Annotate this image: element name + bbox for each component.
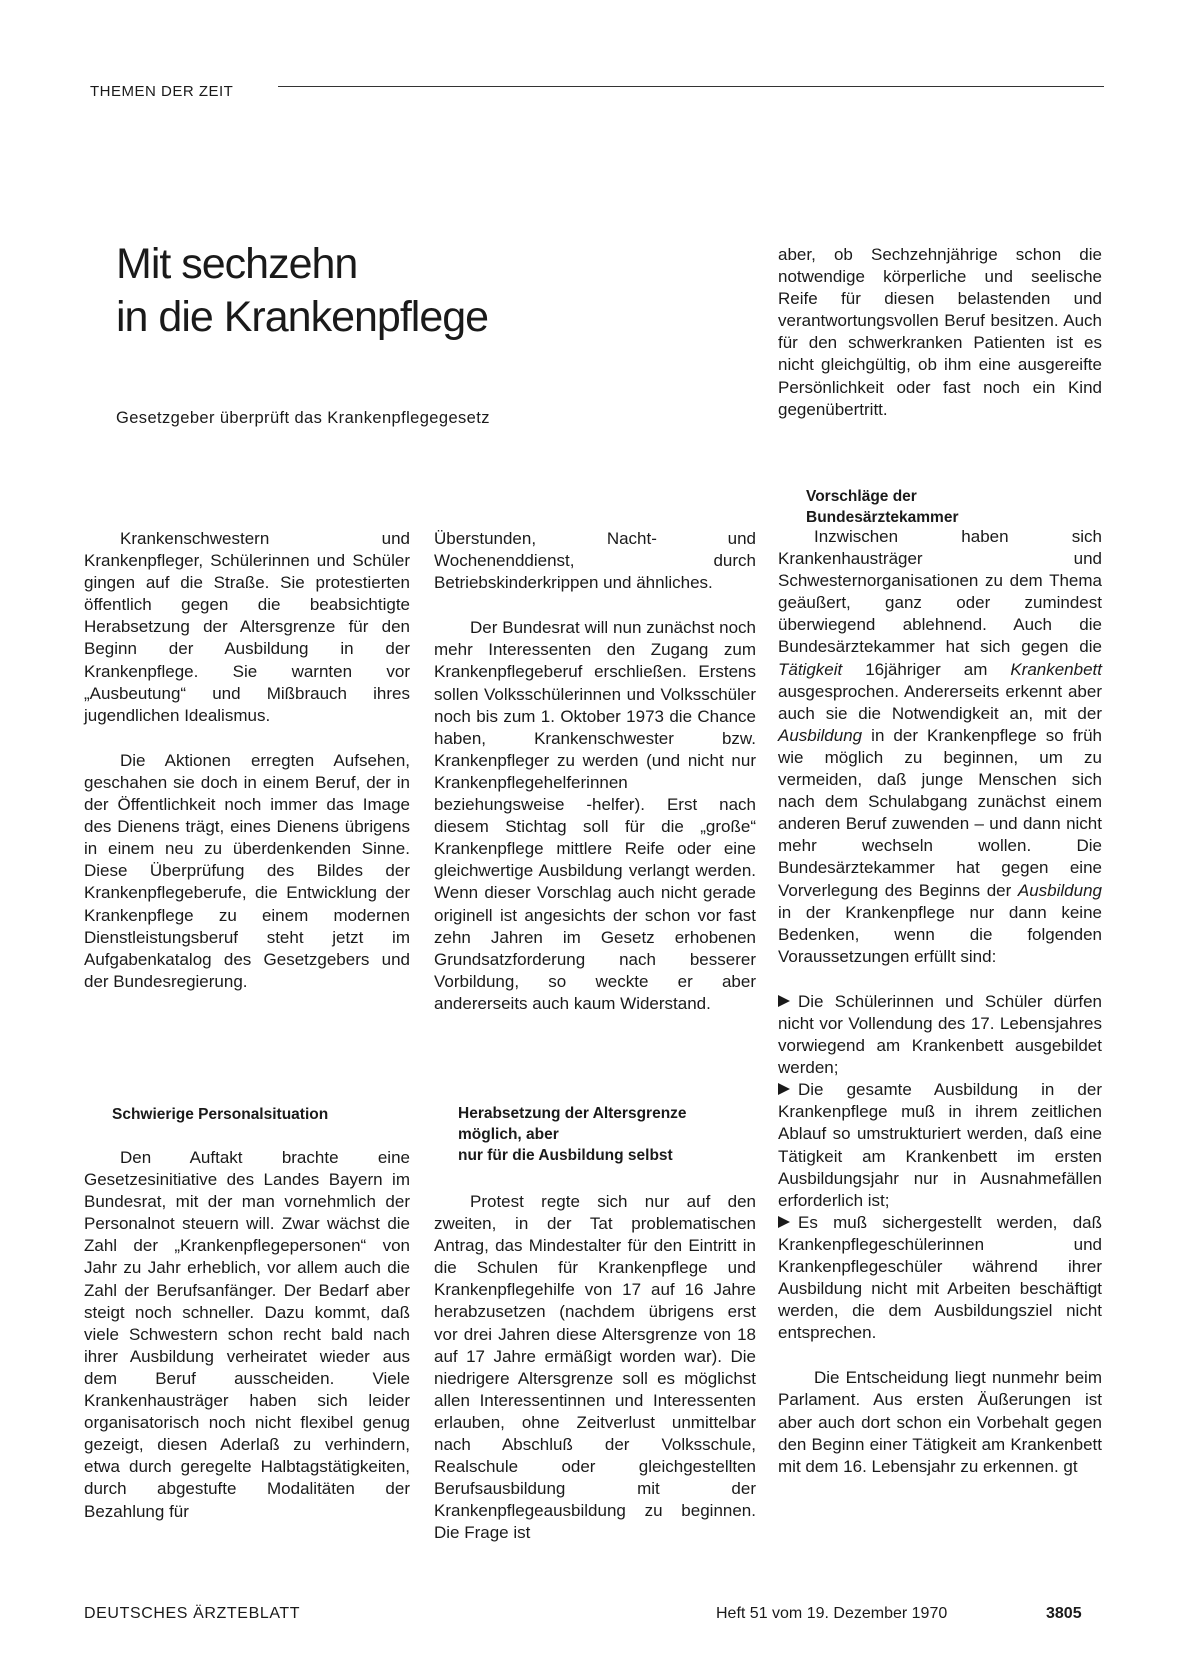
col2-heading-line-3: nur für die Ausbildung selbst xyxy=(458,1147,673,1164)
col3-bullet-2-text: Die gesamte Ausbildung in der Krankenpflege muß in ihrem zeitlichen Ablauf so umstrukturiert werden, daß eine Tätigkeit am Krankenbett im ersten Ausbildungsjahr nur in Ausnahmefällen erforderlich ist; xyxy=(778,1080,1102,1210)
header-rule xyxy=(278,86,1104,87)
col3-p1-text-b: 16jähriger am xyxy=(842,659,1011,679)
column-2 xyxy=(434,528,756,1015)
footer-issue: Heft 51 vom 19. Dezember 1970 xyxy=(716,1605,948,1622)
col2-paragraph-3: Protest regte sich nur auf den zweiten, in der Tat problematischen Antrag, das Mindestalter für den Eintritt in die Schulen für Krankenpflege und Krankenpflegehilfe von 17 auf 16 Jahre herabzusetzen (nachdem übrigens erst vor drei Jahren diese Altersgrenze von 18 auf 17 Jahre ermäßigt worden war). Die niedrigere Altersgrenze soll es möglichst allen Interessentinnen und Interessenten erlauben, ohne Zeitverlust unmittelbar nach Abschluß der Volksschule, Realschule oder gleichgestellten Berufsausbildung mit der Krankenpflegeausbildung zu beginnen. Die Frage ist xyxy=(434,1192,756,1543)
col1-paragraph-1: Krankenschwestern und Krankenpfleger, Schülerinnen und Schüler gingen auf die Straße. Sie protestierten öffentlich gegen die beabsichtigte Herabsetzung der Altersgrenze für den Beginn der Ausbildung in der Krankenpflege. Sie warnten vor „Ausbeutung“ und Mißbrauch ihres jugendlichen Idealismus. xyxy=(84,529,410,725)
col3-paragraph-1 xyxy=(778,526,1102,968)
col2-heading xyxy=(458,1103,687,1166)
col3-p1-text-d: in der Krankenpflege so früh wie möglich zu beginnen, um zu vermeiden, daß junge Menschen sich nach dem Schulabgang zunächst einem anderen Beruf zuwenden – und dann nicht mehr wechseln wollen. Die Bundesärztekammer hat gegen eine Vorverlegung des Beginns der xyxy=(778,725,1102,900)
col3-bullet-1 xyxy=(778,991,1102,1079)
col3-heading-line-2: Bundesärztekammer xyxy=(806,509,959,526)
triangle-bullet-icon xyxy=(778,1083,790,1095)
col2-paragraph-2: Der Bundesrat will nun zunächst noch mehr Interessenten den Zugang zum Krankenpflegeberuf erschließen. Erstens sollen Volksschülerinnen und Volksschüler noch bis zum 1. Oktober 1973 die Chance haben, Krankenschwester bzw. Krankenpfleger zu werden (und nicht nur Krankenpflegehelferinnen beziehungsweise -helfer). Erst nach diesem Stichtag soll für die „große“ Krankenpflege mittlere Reife oder eine gleichwertige Ausbildung verlangt werden. Wenn dieser Vorschlag auch nicht gerade originell ist angesichts der schon vor fast zehn Jahren im Gesetz erhobenen Grundsatzforderung nach besserer Vorbildung, so weckte er aber andererseits auch kaum Widerstand. xyxy=(434,618,756,1013)
article-title xyxy=(116,238,488,344)
col3-heading xyxy=(806,486,958,528)
col2-heading-line-2: möglich, aber xyxy=(458,1126,559,1143)
col3-p1-text-c: ausgesprochen. Andererseits erkennt aber auch sie die Notwendigkeit an, mit der xyxy=(778,681,1102,723)
column-2-lower xyxy=(434,1191,756,1545)
col3-p1-italic-3: Ausbildung xyxy=(778,725,863,745)
triangle-bullet-icon xyxy=(778,1216,790,1228)
col3-p1-text-a: Inzwischen haben sich Krankenhausträger und Schwesternorganisationen zu dem Thema geäußert, ganz oder zumindest überwiegend ablehnend. Auch die Bundesärztekammer hat sich gegen die xyxy=(778,527,1102,657)
col3-bullet-3 xyxy=(778,1212,1102,1345)
col3-p1-italic-2: Krankenbett xyxy=(1010,659,1102,679)
column-3 xyxy=(778,526,1102,1478)
col1-paragraph-3: Den Auftakt brachte eine Gesetzesinitiative des Landes Bayern im Bundesrat, mit der man vornehmlich der Personalnot steuern will. Zwar wächst die Zahl der „Krankenpflegepersonen“ von Jahr zu Jahr erheblich, vor allem auch die Zahl der Berufsanfänger. Der Bedarf aber steigt noch schneller. Dazu kommt, daß viele Schwestern schon recht bald nach ihrer Ausbildung verheiratet wieder aus dem Beruf ausscheiden. Viele Krankenhausträger haben sich leider organisatorisch noch nicht flexibel genug gezeigt, diesen Aderlaß zu verhindern, etwa durch geregelte Halbtagstätigkeiten, durch abgestufte Modalitäten der Bezahlung für xyxy=(84,1148,410,1521)
triangle-bullet-icon xyxy=(778,995,790,1007)
column-1-lower xyxy=(84,1147,410,1523)
col3-p1-italic-1: Tätigkeit xyxy=(778,659,843,679)
col3-p1-italic-4: Ausbildung xyxy=(1017,880,1102,900)
title-line-2: in die Krankenpflege xyxy=(116,293,489,341)
col3-bullet-3-text: Es muß sichergestellt werden, daß Krankenpflegeschülerinnen und Krankenpflegeschüler während ihrer Ausbildung nicht mit Arbeiten beschäftigt werden, die dem Ausbildungsziel nicht entsprechen. xyxy=(778,1212,1102,1343)
column-1 xyxy=(84,528,410,993)
col3-bullet-2 xyxy=(778,1079,1102,1212)
col3-paragraph-top: aber, ob Sechzehnjährige schon die notwendige körperliche und seelische Reife für diesen belastenden und verantwortungsvollen Beruf besitzen. Auch für den schwerkranken Patienten ist es nicht gleichgültig, ob ihm eine ausgereifte Persönlichkeit oder fast noch ein Kind gegenübertritt. xyxy=(778,245,1102,419)
col2-paragraph-1: Überstunden, Nacht- und Wochenenddienst, durch Betriebskinderkrippen und ähnliches. xyxy=(434,529,756,593)
title-line-1: Mit sechzehn xyxy=(116,240,358,288)
col3-heading-line-1: Vorschläge der xyxy=(806,488,917,505)
col2-heading-line-1: Herabsetzung der Altersgrenze xyxy=(458,1105,687,1122)
section-label: THEMEN DER ZEIT xyxy=(90,83,234,100)
footer-journal: DEUTSCHES ÄRZTEBLATT xyxy=(84,1605,301,1622)
col1-paragraph-2: Die Aktionen erregten Aufsehen, geschahen sie doch in einem Beruf, der in der Öffentlichkeit noch immer das Image des Dienens trägt, eines Dienens übrigens in einem neu zu überdenkenden Sinne. Diese Überprüfung des Bildes der Krankenpflegeberufe, die Entwicklung der Krankenpflege zu einem modernen Dienstleistungsberuf steht jetzt im Aufgabenkatalog des Gesetzgebers und der Bundesregierung. xyxy=(84,750,410,991)
column-3-top xyxy=(778,244,1102,421)
col3-bullet-1-text: Die Schülerinnen und Schüler dürfen nicht vor Vollendung des 17. Lebensjahres vorwiegend am Krankenbett ausgebildet werden; xyxy=(778,991,1102,1078)
article-subtitle: Gesetzgeber überprüft das Krankenpflegegesetz xyxy=(116,409,490,427)
col3-p1-text-e: in der Krankenpflege nur dann keine Bedenken, wenn die folgenden Voraussetzungen erfüllt sind: xyxy=(778,902,1102,966)
footer-page-number: 3805 xyxy=(1046,1605,1082,1622)
col1-heading: Schwierige Personalsituation xyxy=(112,1106,329,1123)
col3-paragraph-2: Die Entscheidung liegt nunmehr beim Parlament. Aus ersten Äußerungen ist aber auch dort schon ein Vorbehalt gegen den Beginn einer Tätigkeit am Krankenbett mit dem 16. Lebensjahr zu erkennen. gt xyxy=(778,1368,1102,1476)
